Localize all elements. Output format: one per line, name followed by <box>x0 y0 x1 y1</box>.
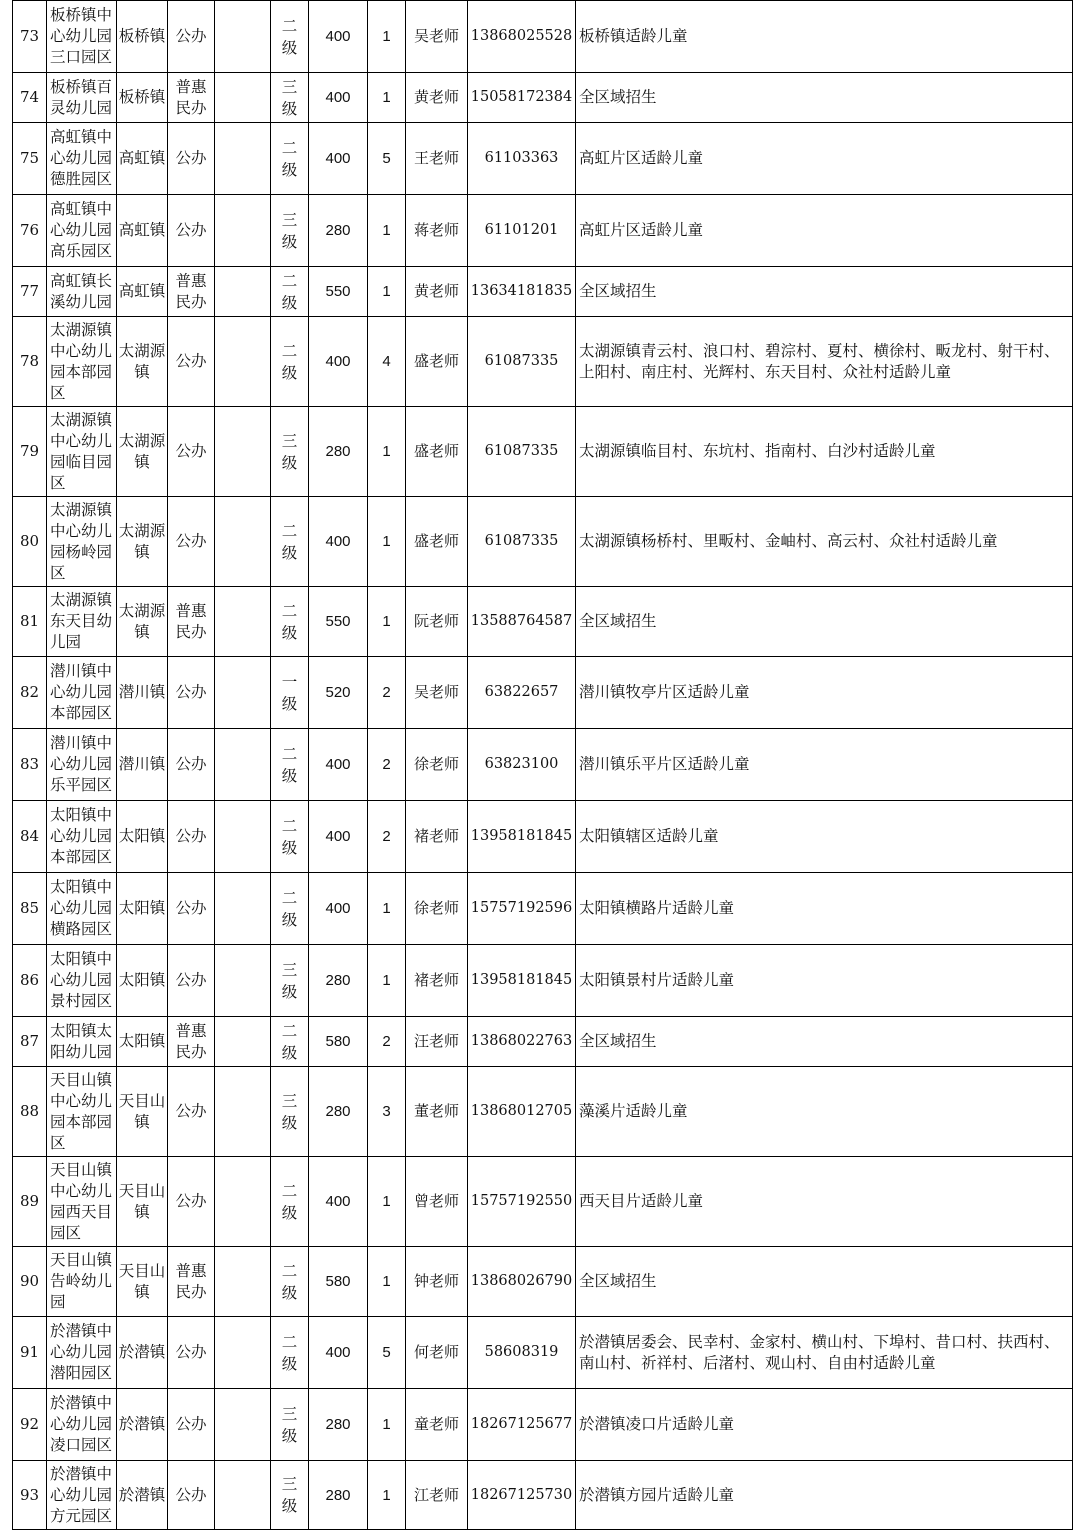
phone-number: 15058172384 <box>468 73 576 123</box>
table-row <box>13 497 1073 587</box>
capacity: 280 <box>309 195 368 267</box>
grade-text: 二级 <box>281 744 298 785</box>
class-count: 5 <box>368 123 406 195</box>
empty-cell <box>215 195 271 267</box>
school-type: 公办 <box>168 1317 215 1389</box>
enrollment-scope: 西天目片适龄儿童 <box>576 1157 1073 1247</box>
row-number: 81 <box>13 587 47 657</box>
kindergarten-name: 板桥镇中心幼儿园三口园区 <box>47 1 117 73</box>
phone-number: 61087335 <box>468 407 576 497</box>
grade-text: 一级 <box>281 672 298 713</box>
phone-number: 13588764587 <box>468 587 576 657</box>
enrollment-scope: 高虹片区适龄儿童 <box>576 123 1073 195</box>
contact-person: 盛老师 <box>406 407 468 497</box>
grade-level <box>271 873 309 945</box>
table-row <box>13 657 1073 729</box>
table-row <box>13 1017 1073 1067</box>
kindergarten-name: 太湖源镇东天目幼儿园 <box>47 587 117 657</box>
capacity: 280 <box>309 1389 368 1461</box>
class-count: 1 <box>368 1 406 73</box>
enrollment-scope: 潜川镇乐平片区适龄儿童 <box>576 729 1073 801</box>
empty-cell <box>215 1 271 73</box>
class-count: 3 <box>368 1067 406 1157</box>
empty-cell <box>215 1157 271 1247</box>
capacity: 550 <box>309 587 368 657</box>
row-number: 82 <box>13 657 47 729</box>
enrollment-scope: 太湖源镇杨桥村、里畈村、金岫村、高云村、众社村适龄儿童 <box>576 497 1073 587</box>
contact-person: 阮老师 <box>406 587 468 657</box>
grade-text: 二级 <box>281 341 298 382</box>
phone-number: 15757192596 <box>468 873 576 945</box>
enrollment-scope: 全区域招生 <box>576 73 1073 123</box>
grade-level <box>271 801 309 873</box>
enrollment-scope: 於潜镇凌口片适龄儿童 <box>576 1389 1073 1461</box>
grade-text: 二级 <box>281 1181 298 1222</box>
town: 板桥镇 <box>117 73 168 123</box>
grade-level <box>271 1317 309 1389</box>
empty-cell <box>215 1461 271 1530</box>
school-type: 公办 <box>168 801 215 873</box>
kindergarten-name: 太湖源镇中心幼儿园本部园区 <box>47 317 117 407</box>
class-count: 2 <box>368 1017 406 1067</box>
class-count: 5 <box>368 1317 406 1389</box>
school-type: 公办 <box>168 195 215 267</box>
table-row <box>13 1 1073 73</box>
row-number: 93 <box>13 1461 47 1530</box>
town: 太阳镇 <box>117 945 168 1017</box>
row-number: 84 <box>13 801 47 873</box>
capacity: 550 <box>309 267 368 317</box>
grade-text: 三级 <box>281 77 298 118</box>
grade-text: 二级 <box>281 1261 298 1302</box>
grade-level <box>271 1389 309 1461</box>
grade-level <box>271 267 309 317</box>
table-body <box>13 1 1073 1530</box>
row-number: 74 <box>13 73 47 123</box>
school-type: 公办 <box>168 123 215 195</box>
class-count: 1 <box>368 195 406 267</box>
row-number: 77 <box>13 267 47 317</box>
kindergarten-name: 天目山镇告岭幼儿园 <box>47 1247 117 1317</box>
kindergarten-name: 於潜镇中心幼儿园方元园区 <box>47 1461 117 1530</box>
enrollment-scope: 全区域招生 <box>576 267 1073 317</box>
school-type: 公办 <box>168 729 215 801</box>
town: 於潜镇 <box>117 1461 168 1530</box>
phone-number: 18267125677 <box>468 1389 576 1461</box>
row-number: 73 <box>13 1 47 73</box>
capacity: 400 <box>309 1317 368 1389</box>
class-count: 2 <box>368 801 406 873</box>
grade-text: 二级 <box>281 16 298 57</box>
contact-person: 黄老师 <box>406 267 468 317</box>
class-count: 1 <box>368 1461 406 1530</box>
school-type: 普惠民办 <box>168 1247 215 1317</box>
grade-text: 二级 <box>281 1332 298 1373</box>
empty-cell <box>215 587 271 657</box>
phone-number: 18267125730 <box>468 1461 576 1530</box>
enrollment-scope: 太阳镇横路片适龄儿童 <box>576 873 1073 945</box>
capacity: 400 <box>309 123 368 195</box>
capacity: 280 <box>309 1067 368 1157</box>
kindergarten-enrollment-table <box>12 0 1073 1530</box>
capacity: 580 <box>309 1247 368 1317</box>
row-number: 78 <box>13 317 47 407</box>
grade-level <box>271 1157 309 1247</box>
row-number: 86 <box>13 945 47 1017</box>
class-count: 1 <box>368 497 406 587</box>
capacity: 400 <box>309 801 368 873</box>
empty-cell <box>215 73 271 123</box>
school-type: 公办 <box>168 657 215 729</box>
enrollment-scope: 板桥镇适龄儿童 <box>576 1 1073 73</box>
town: 太阳镇 <box>117 1017 168 1067</box>
town: 天目山镇 <box>117 1247 168 1317</box>
grade-text: 二级 <box>281 1021 298 1062</box>
grade-level <box>271 1017 309 1067</box>
grade-text: 三级 <box>281 1404 298 1445</box>
capacity: 400 <box>309 1157 368 1247</box>
capacity: 580 <box>309 1017 368 1067</box>
enrollment-scope: 太湖源镇青云村、浪口村、碧淙村、夏村、横徐村、畈龙村、射干村、上阳村、南庄村、光辉村、东天目村、众社村适龄儿童 <box>576 317 1073 407</box>
capacity: 400 <box>309 873 368 945</box>
table-row <box>13 1157 1073 1247</box>
row-number: 79 <box>13 407 47 497</box>
grade-text: 二级 <box>281 816 298 857</box>
kindergarten-name: 板桥镇百灵幼儿园 <box>47 73 117 123</box>
grade-text: 三级 <box>281 960 298 1001</box>
grade-text: 二级 <box>281 601 298 642</box>
grade-level <box>271 587 309 657</box>
empty-cell <box>215 1389 271 1461</box>
capacity: 400 <box>309 73 368 123</box>
kindergarten-name: 太阳镇中心幼儿园横路园区 <box>47 873 117 945</box>
grade-text: 三级 <box>281 1475 298 1515</box>
grade-text: 二级 <box>281 138 298 179</box>
phone-number: 63822657 <box>468 657 576 729</box>
contact-person: 褚老师 <box>406 801 468 873</box>
grade-level <box>271 1067 309 1157</box>
class-count: 1 <box>368 873 406 945</box>
enrollment-scope: 藻溪片适龄儿童 <box>576 1067 1073 1157</box>
kindergarten-name: 太湖源镇中心幼儿园杨岭园区 <box>47 497 117 587</box>
class-count: 2 <box>368 657 406 729</box>
contact-person: 曾老师 <box>406 1157 468 1247</box>
town: 於潜镇 <box>117 1389 168 1461</box>
table-row <box>13 407 1073 497</box>
phone-number: 15757192550 <box>468 1157 576 1247</box>
empty-cell <box>215 267 271 317</box>
town: 高虹镇 <box>117 195 168 267</box>
kindergarten-name: 高虹镇长溪幼儿园 <box>47 267 117 317</box>
phone-number: 13868025528 <box>468 1 576 73</box>
town: 潜川镇 <box>117 729 168 801</box>
class-count: 1 <box>368 1247 406 1317</box>
empty-cell <box>215 801 271 873</box>
town: 潜川镇 <box>117 657 168 729</box>
contact-person: 吴老师 <box>406 657 468 729</box>
kindergarten-name: 高虹镇中心幼儿园高乐园区 <box>47 195 117 267</box>
table-row <box>13 1461 1073 1530</box>
town: 天目山镇 <box>117 1067 168 1157</box>
grade-level <box>271 195 309 267</box>
empty-cell <box>215 873 271 945</box>
town: 板桥镇 <box>117 1 168 73</box>
table-row <box>13 267 1073 317</box>
contact-person: 黄老师 <box>406 73 468 123</box>
table-row <box>13 1067 1073 1157</box>
grade-level <box>271 945 309 1017</box>
town: 太阳镇 <box>117 873 168 945</box>
town: 高虹镇 <box>117 123 168 195</box>
contact-person: 江老师 <box>406 1461 468 1530</box>
row-number: 91 <box>13 1317 47 1389</box>
row-number: 90 <box>13 1247 47 1317</box>
class-count: 1 <box>368 407 406 497</box>
enrollment-scope: 高虹片区适龄儿童 <box>576 195 1073 267</box>
kindergarten-name: 高虹镇中心幼儿园德胜园区 <box>47 123 117 195</box>
contact-person: 童老师 <box>406 1389 468 1461</box>
empty-cell <box>215 407 271 497</box>
phone-number: 13958181845 <box>468 801 576 873</box>
kindergarten-name: 潜川镇中心幼儿园乐平园区 <box>47 729 117 801</box>
school-type: 普惠民办 <box>168 1017 215 1067</box>
school-type: 普惠民办 <box>168 73 215 123</box>
grade-level <box>271 1 309 73</box>
class-count: 1 <box>368 1157 406 1247</box>
phone-number: 58608319 <box>468 1317 576 1389</box>
capacity: 400 <box>309 317 368 407</box>
capacity: 280 <box>309 945 368 1017</box>
school-type: 公办 <box>168 1461 215 1530</box>
phone-number: 13868022763 <box>468 1017 576 1067</box>
grade-level <box>271 407 309 497</box>
class-count: 1 <box>368 587 406 657</box>
grade-level <box>271 657 309 729</box>
phone-number: 13868012705 <box>468 1067 576 1157</box>
contact-person: 王老师 <box>406 123 468 195</box>
class-count: 2 <box>368 729 406 801</box>
kindergarten-name: 於潜镇中心幼儿园潜阳园区 <box>47 1317 117 1389</box>
enrollment-scope: 太阳镇景村片适龄儿童 <box>576 945 1073 1017</box>
contact-person: 董老师 <box>406 1067 468 1157</box>
phone-number: 61087335 <box>468 317 576 407</box>
phone-number: 61087335 <box>468 497 576 587</box>
phone-number: 61103363 <box>468 123 576 195</box>
table-row <box>13 123 1073 195</box>
row-number: 75 <box>13 123 47 195</box>
contact-person: 蒋老师 <box>406 195 468 267</box>
empty-cell <box>215 1317 271 1389</box>
empty-cell <box>215 123 271 195</box>
empty-cell <box>215 317 271 407</box>
school-type: 公办 <box>168 1 215 73</box>
enrollment-scope: 全区域招生 <box>576 1247 1073 1317</box>
kindergarten-name: 天目山镇中心幼儿园本部园区 <box>47 1067 117 1157</box>
table-row <box>13 317 1073 407</box>
class-count: 1 <box>368 945 406 1017</box>
grade-level <box>271 729 309 801</box>
row-number: 85 <box>13 873 47 945</box>
contact-person: 汪老师 <box>406 1017 468 1067</box>
grade-text: 三级 <box>281 431 298 472</box>
empty-cell <box>215 729 271 801</box>
contact-person: 何老师 <box>406 1317 468 1389</box>
row-number: 80 <box>13 497 47 587</box>
empty-cell <box>215 657 271 729</box>
enrollment-scope: 全区域招生 <box>576 587 1073 657</box>
empty-cell <box>215 1247 271 1317</box>
enrollment-scope: 太湖源镇临目村、东坑村、指南村、白沙村适龄儿童 <box>576 407 1073 497</box>
row-number: 89 <box>13 1157 47 1247</box>
kindergarten-name: 太阳镇中心幼儿园景村园区 <box>47 945 117 1017</box>
enrollment-scope: 於潜镇居委会、民幸村、金家村、横山村、下埠村、昔口村、扶西村、南山村、祈祥村、后渚村、观山村、自由村适龄儿童 <box>576 1317 1073 1389</box>
grade-level <box>271 497 309 587</box>
class-count: 4 <box>368 317 406 407</box>
contact-person: 吴老师 <box>406 1 468 73</box>
empty-cell <box>215 497 271 587</box>
phone-number: 13958181845 <box>468 945 576 1017</box>
capacity: 400 <box>309 1 368 73</box>
row-number: 88 <box>13 1067 47 1157</box>
row-number: 87 <box>13 1017 47 1067</box>
school-type: 公办 <box>168 873 215 945</box>
town: 高虹镇 <box>117 267 168 317</box>
capacity: 280 <box>309 407 368 497</box>
contact-person: 徐老师 <box>406 873 468 945</box>
class-count: 1 <box>368 73 406 123</box>
kindergarten-name: 太阳镇中心幼儿园本部园区 <box>47 801 117 873</box>
grade-text: 三级 <box>281 210 298 251</box>
table-row <box>13 1247 1073 1317</box>
table-row <box>13 729 1073 801</box>
empty-cell <box>215 1017 271 1067</box>
phone-number: 61101201 <box>468 195 576 267</box>
table-row <box>13 1389 1073 1461</box>
grade-level <box>271 123 309 195</box>
table-row <box>13 801 1073 873</box>
kindergarten-name: 天目山镇中心幼儿园西天目园区 <box>47 1157 117 1247</box>
grade-level <box>271 1461 309 1530</box>
grade-level <box>271 1247 309 1317</box>
capacity: 400 <box>309 729 368 801</box>
school-type: 普惠民办 <box>168 587 215 657</box>
empty-cell <box>215 1067 271 1157</box>
enrollment-scope: 太阳镇辖区适龄儿童 <box>576 801 1073 873</box>
school-type: 公办 <box>168 1067 215 1157</box>
row-number: 76 <box>13 195 47 267</box>
grade-text: 二级 <box>281 271 298 312</box>
kindergarten-name: 潜川镇中心幼儿园本部园区 <box>47 657 117 729</box>
row-number: 83 <box>13 729 47 801</box>
table-row <box>13 873 1073 945</box>
phone-number: 13634181835 <box>468 267 576 317</box>
contact-person: 盛老师 <box>406 317 468 407</box>
contact-person: 徐老师 <box>406 729 468 801</box>
capacity: 280 <box>309 1461 368 1530</box>
table-row <box>13 587 1073 657</box>
table-row <box>13 945 1073 1017</box>
grade-text: 二级 <box>281 521 298 562</box>
row-number: 92 <box>13 1389 47 1461</box>
capacity: 400 <box>309 497 368 587</box>
enrollment-scope: 於潜镇方园片适龄儿童 <box>576 1461 1073 1530</box>
contact-person: 褚老师 <box>406 945 468 1017</box>
town: 太阳镇 <box>117 801 168 873</box>
school-type: 公办 <box>168 497 215 587</box>
class-count: 1 <box>368 267 406 317</box>
kindergarten-name: 太阳镇太阳幼儿园 <box>47 1017 117 1067</box>
school-type: 公办 <box>168 317 215 407</box>
contact-person: 盛老师 <box>406 497 468 587</box>
town: 太湖源镇 <box>117 407 168 497</box>
table-row <box>13 195 1073 267</box>
town: 太湖源镇 <box>117 587 168 657</box>
school-type: 普惠民办 <box>168 267 215 317</box>
enrollment-scope: 全区域招生 <box>576 1017 1073 1067</box>
table-row <box>13 73 1073 123</box>
class-count: 1 <box>368 1389 406 1461</box>
town: 於潜镇 <box>117 1317 168 1389</box>
school-type: 公办 <box>168 407 215 497</box>
contact-person: 钟老师 <box>406 1247 468 1317</box>
phone-number: 63823100 <box>468 729 576 801</box>
town: 太湖源镇 <box>117 317 168 407</box>
kindergarten-name: 太湖源镇中心幼儿园临目园区 <box>47 407 117 497</box>
enrollment-scope: 潜川镇牧亭片区适龄儿童 <box>576 657 1073 729</box>
school-type: 公办 <box>168 1389 215 1461</box>
kindergarten-name: 於潜镇中心幼儿园凌口园区 <box>47 1389 117 1461</box>
phone-number: 13868026790 <box>468 1247 576 1317</box>
grade-level <box>271 317 309 407</box>
grade-level <box>271 73 309 123</box>
empty-cell <box>215 945 271 1017</box>
school-type: 公办 <box>168 945 215 1017</box>
school-type: 公办 <box>168 1157 215 1247</box>
grade-text: 三级 <box>281 1091 298 1132</box>
grade-text: 二级 <box>281 888 298 929</box>
capacity: 520 <box>309 657 368 729</box>
town: 太湖源镇 <box>117 497 168 587</box>
town: 天目山镇 <box>117 1157 168 1247</box>
table-row <box>13 1317 1073 1389</box>
